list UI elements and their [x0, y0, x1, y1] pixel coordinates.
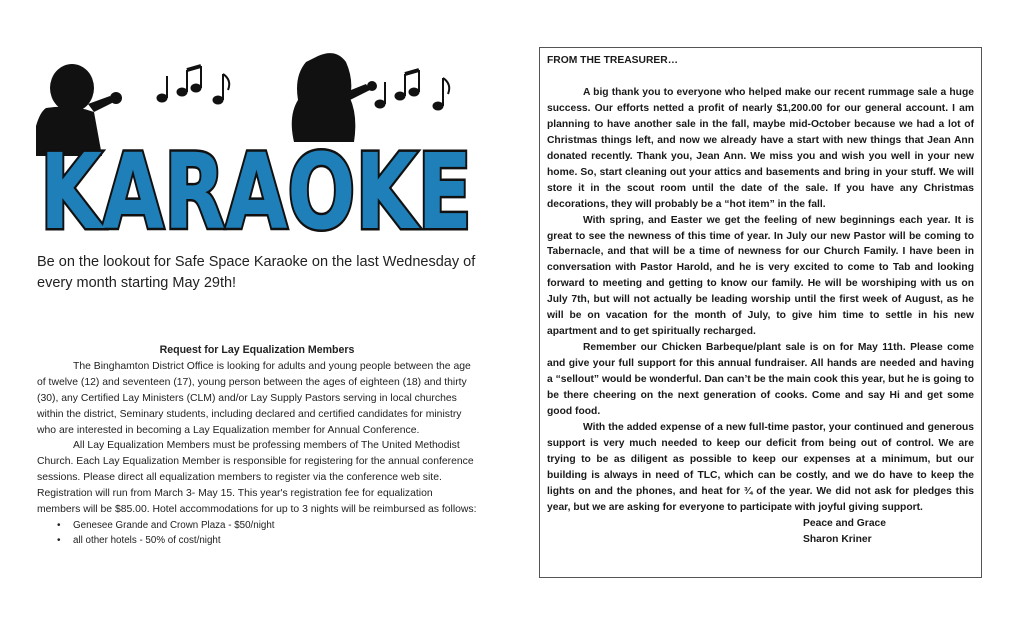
list-item: • Genesee Grande and Crown Plaza - $50/night [73, 518, 477, 533]
list-item: • all other hotels - 50% of cost/night [73, 533, 477, 548]
article-title: Request for Lay Equalization Members [159, 344, 355, 356]
letter-paragraph: A big thank you to everyone who helped make our recent rummage sale a huge success. Our efforts netted a profit of nearly $1,200.00 for our general account. I am planning to have another sale in the fall, maybe mid-October because we had a lot of Christmas things left, and now we already have a start with new things that Jean Ann donated recently. Thank you, Jean Ann. We miss you and wish you well in your new home. So, start cleaning out your attics and basements and bring in your stuff. We will store it in the scout room until the date of the sale. If you have any Christmas decorations, they will probably be a “hot item” in the fall. [547, 86, 974, 210]
treasurer-heading: FROM THE TREASURER… [547, 55, 678, 66]
letter-signature: Sharon Kriner [803, 533, 872, 545]
treasurer-letter-box [539, 47, 982, 578]
letter-paragraph: With spring, and Easter we get the feeling of new beginnings each year. It is great to see the newness of this time of year. In July our new Pastor will be coming to Tabernacle, and that will be a time of newness for our Church Family. I have been in conversation with Pastor Harold, and he is very excited to come to Tab and looking forward to meeting and getting to know our family. He will be worshiping with us on July 7th, but will not actually be leading worship until the first week of August, as he will be on vacation for the month of July, to give him time to settle in his new apartment and to get spiritually recharged. [547, 214, 974, 338]
female-singer-silhouette [292, 53, 377, 142]
karaoke-announcement: Be on the lookout for Safe Space Karaoke on the last Wednesday of every month starting May 29th! [37, 254, 476, 291]
karaoke-title: KARAOKE [40, 131, 472, 253]
music-notes-left-icon [157, 66, 229, 104]
lay-equalization-article [37, 343, 477, 549]
letter-closing: Peace and Grace [803, 517, 886, 529]
letter-paragraph: With the added expense of a new full-time pastor, your continued and generous support is very much needed to keep our deficit from being out of control. We are trying to be as diligent as possible to keep our expenses at a minimum, but our building is always in need of TLC, which can be costly, and we do have to keep the lights on and the phones, and heat for ¾ of the year. We did not ask for pledges this year, but we are asking for everyone to participate with joyful giving support. [547, 421, 974, 513]
karaoke-logo [36, 46, 476, 253]
article-paragraph: All Lay Equalization Members must be professing members of The United Methodist Church. Each Lay Equalization Member is responsible for registering for the annual conference sessions. Please direct all equalization members to register via the conference web site. Registration will run from March 3- May 15. This year's registration fee for equalization members will be $85.00. Hotel accommodations for up to 3 nights will be reimbursed as follows: [37, 440, 477, 516]
hotel-reimbursement-list [37, 518, 477, 549]
letter-paragraph: Remember our Chicken Barbeque/plant sale is on for May 11th. Please come and give your full support for this annual fundraiser. All hands are needed and having a “sellout” would be wonderful. Dan can’t be the main cook this year, but he is going to be there cheering on the next generation of cooks. Come and say Hi and get some good food. [547, 342, 974, 418]
music-notes-right-icon [375, 70, 449, 110]
article-paragraph: The Binghamton District Office is looking for adults and young people between the age of twelve (12) and seventeen (17), young person between the ages of eighteen (18) and thirty (30), any Certified Lay Ministers (CLM) and/or Lay Supply Pastors serving in local churches within the district, Seminary students, including declared and certified candidates for ministry who are interested in becoming a Lay Equalization member for Annual Conference. [37, 360, 471, 436]
